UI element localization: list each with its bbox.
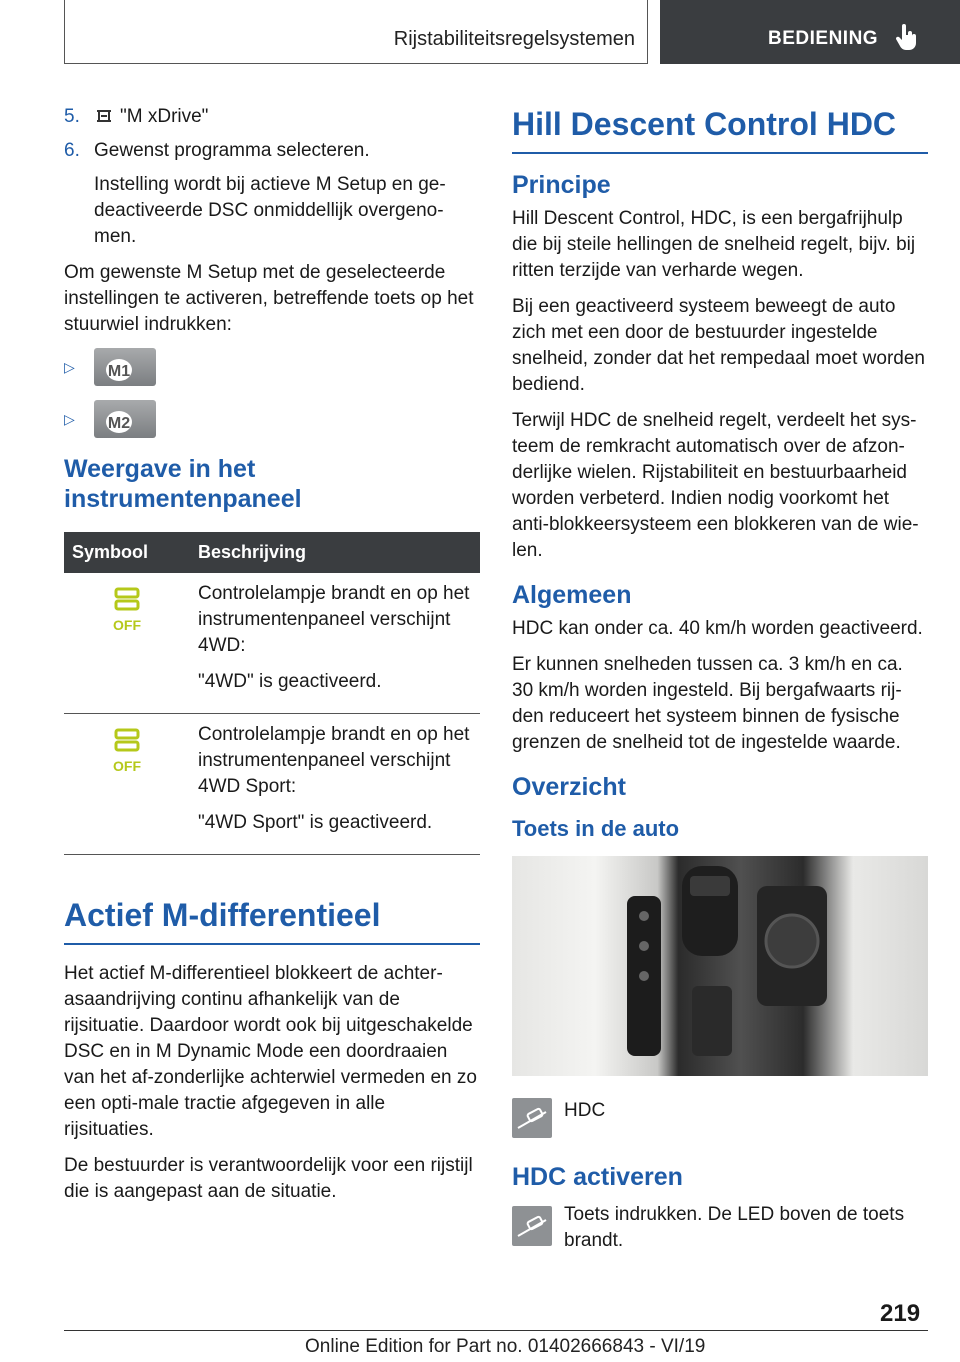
description-cell: Controlelampje brandt en op het instrumentenpaneel verschijnt 4WD: "4WD" is geactiveerd. xyxy=(190,573,480,714)
svg-text:OFF: OFF xyxy=(113,758,141,774)
m1-button-icon xyxy=(94,348,156,386)
hdc-label: HDC xyxy=(564,1100,606,1121)
step-5 xyxy=(64,104,480,130)
msetup-intro: Om gewenste M Setup met de geselecteerde instellingen te activeren, betreffende toets op het stuurwiel indrukken: xyxy=(64,262,474,335)
xdrive-icon xyxy=(94,108,114,124)
table-header: Beschrijving xyxy=(190,532,480,573)
hdc-button-icon xyxy=(512,1098,552,1138)
4wd-sport-off-warning-icon xyxy=(107,728,147,776)
activeren-heading: HDC activeren xyxy=(512,1163,683,1191)
header-title-box xyxy=(64,0,648,64)
bullet-m1 xyxy=(64,348,480,386)
diff-paragraph-1: Het actief M-differentieel blokkeert de achter-asaandrijving continu afhankelijk van de rijsituatie. Daardoor wordt ook bij uitgeschakelde DSC en in M Dynamic Mode een doordraaien van het af-zonderlijke achterwiel vermeden en zo een opti-male tractie afgegeven in alle rijsituaties. xyxy=(64,963,477,1140)
table-header: Symbool xyxy=(64,532,190,573)
bullet-marker: ▷ xyxy=(64,358,75,375)
table-row xyxy=(64,573,480,714)
header-section: BEDIENING xyxy=(768,28,879,49)
right-column xyxy=(512,104,928,1266)
svg-text:M1: M1 xyxy=(107,363,131,380)
hdc-button-legend xyxy=(512,1094,928,1138)
left-column xyxy=(64,104,480,1215)
diff-paragraph-2: De bestuurder is verantwoordelijk voor een rijstijl die is aangepast aan de situatie. xyxy=(64,1155,473,1202)
bullet-marker: ▷ xyxy=(64,410,75,427)
header-section-box xyxy=(660,0,960,64)
activeren-instruction xyxy=(512,1202,928,1254)
symbol-cell xyxy=(64,573,190,714)
footer-divider xyxy=(64,1330,928,1331)
diff-heading: Actief M-differentieel xyxy=(64,895,480,945)
step-6 xyxy=(64,138,480,164)
svg-text:M2: M2 xyxy=(107,415,131,432)
display-heading: Weergave in het instrumentenpaneel xyxy=(64,455,302,513)
m2-button-icon xyxy=(94,400,156,438)
page-number: 219 xyxy=(880,1300,921,1327)
symbol-table xyxy=(64,532,480,855)
symbol-cell xyxy=(64,714,190,855)
center-console-photo xyxy=(512,856,928,1076)
table-row xyxy=(64,714,480,855)
bullet-m2 xyxy=(64,400,480,438)
hand-pointer-icon xyxy=(896,24,918,50)
header-title: Rijstabiliteitsregelsystemen xyxy=(393,28,635,50)
overzicht-heading: Overzicht xyxy=(512,773,626,801)
algemeen-paragraph-2: Er kunnen snelheden tussen ca. 3 km/h en ca. 30 km/h worden ingesteld. Bij bergafwaarts rij-den reduceert het systeem binnen de fysische grenzen de snelheid tot de ingestelde waarde. xyxy=(512,654,903,753)
principe-paragraph-1: Hill Descent Control, HDC, is een bergafrijhulp die bij steile hellingen de snelheid regelt, bijv. bij ritten terzijde van verharde wegen. xyxy=(512,208,916,281)
4wd-off-warning-icon xyxy=(107,587,147,635)
principe-heading: Principe xyxy=(512,171,611,199)
toets-heading: Toets in de auto xyxy=(512,816,680,841)
activeren-text: Toets indrukken. De LED boven de toets brandt. xyxy=(564,1204,905,1251)
step-number: 5. xyxy=(64,106,80,127)
hdc-button-icon xyxy=(512,1206,552,1246)
algemeen-heading: Algemeen xyxy=(512,581,632,609)
footer-edition: Online Edition for Part no. 01402666843 - VI/19 xyxy=(305,1336,706,1357)
algemeen-paragraph-1: HDC kan onder ca. 40 km/h worden geactiveerd. xyxy=(512,618,923,639)
principe-paragraph-2: Bij een geactiveerd systeem beweegt de auto zich met een door de bestuurder ingestelde snelheid, zonder dat het rempedaal moet worden bediend. xyxy=(512,296,925,395)
principe-paragraph-3: Terwijl HDC de snelheid regelt, verdeelt het sys-teem de remkracht automatisch over de afzon-derlijke wielen. Rijstabiliteit en bestuurbaarheid worden verbeterd. Indien nodig voorkomt het anti-blokkeersysteem een blokkeren van de wie-len. xyxy=(512,410,919,561)
hdc-heading: Hill Descent Control HDC xyxy=(512,104,928,154)
description-cell: Controlelampje brandt en op het instrumentenpaneel verschijnt 4WD Sport: "4WD Sport" is geactiveerd. xyxy=(190,714,480,855)
step-6-note: Instelling wordt bij actieve M Setup en ge-deactiveerde DSC onmiddellijk overgeno-men. xyxy=(94,174,446,247)
svg-text:OFF: OFF xyxy=(113,617,141,633)
step-text: Gewenst programma selecteren. xyxy=(94,140,370,161)
step-number: 6. xyxy=(64,140,80,161)
step-text: "M xDrive" xyxy=(94,104,208,130)
